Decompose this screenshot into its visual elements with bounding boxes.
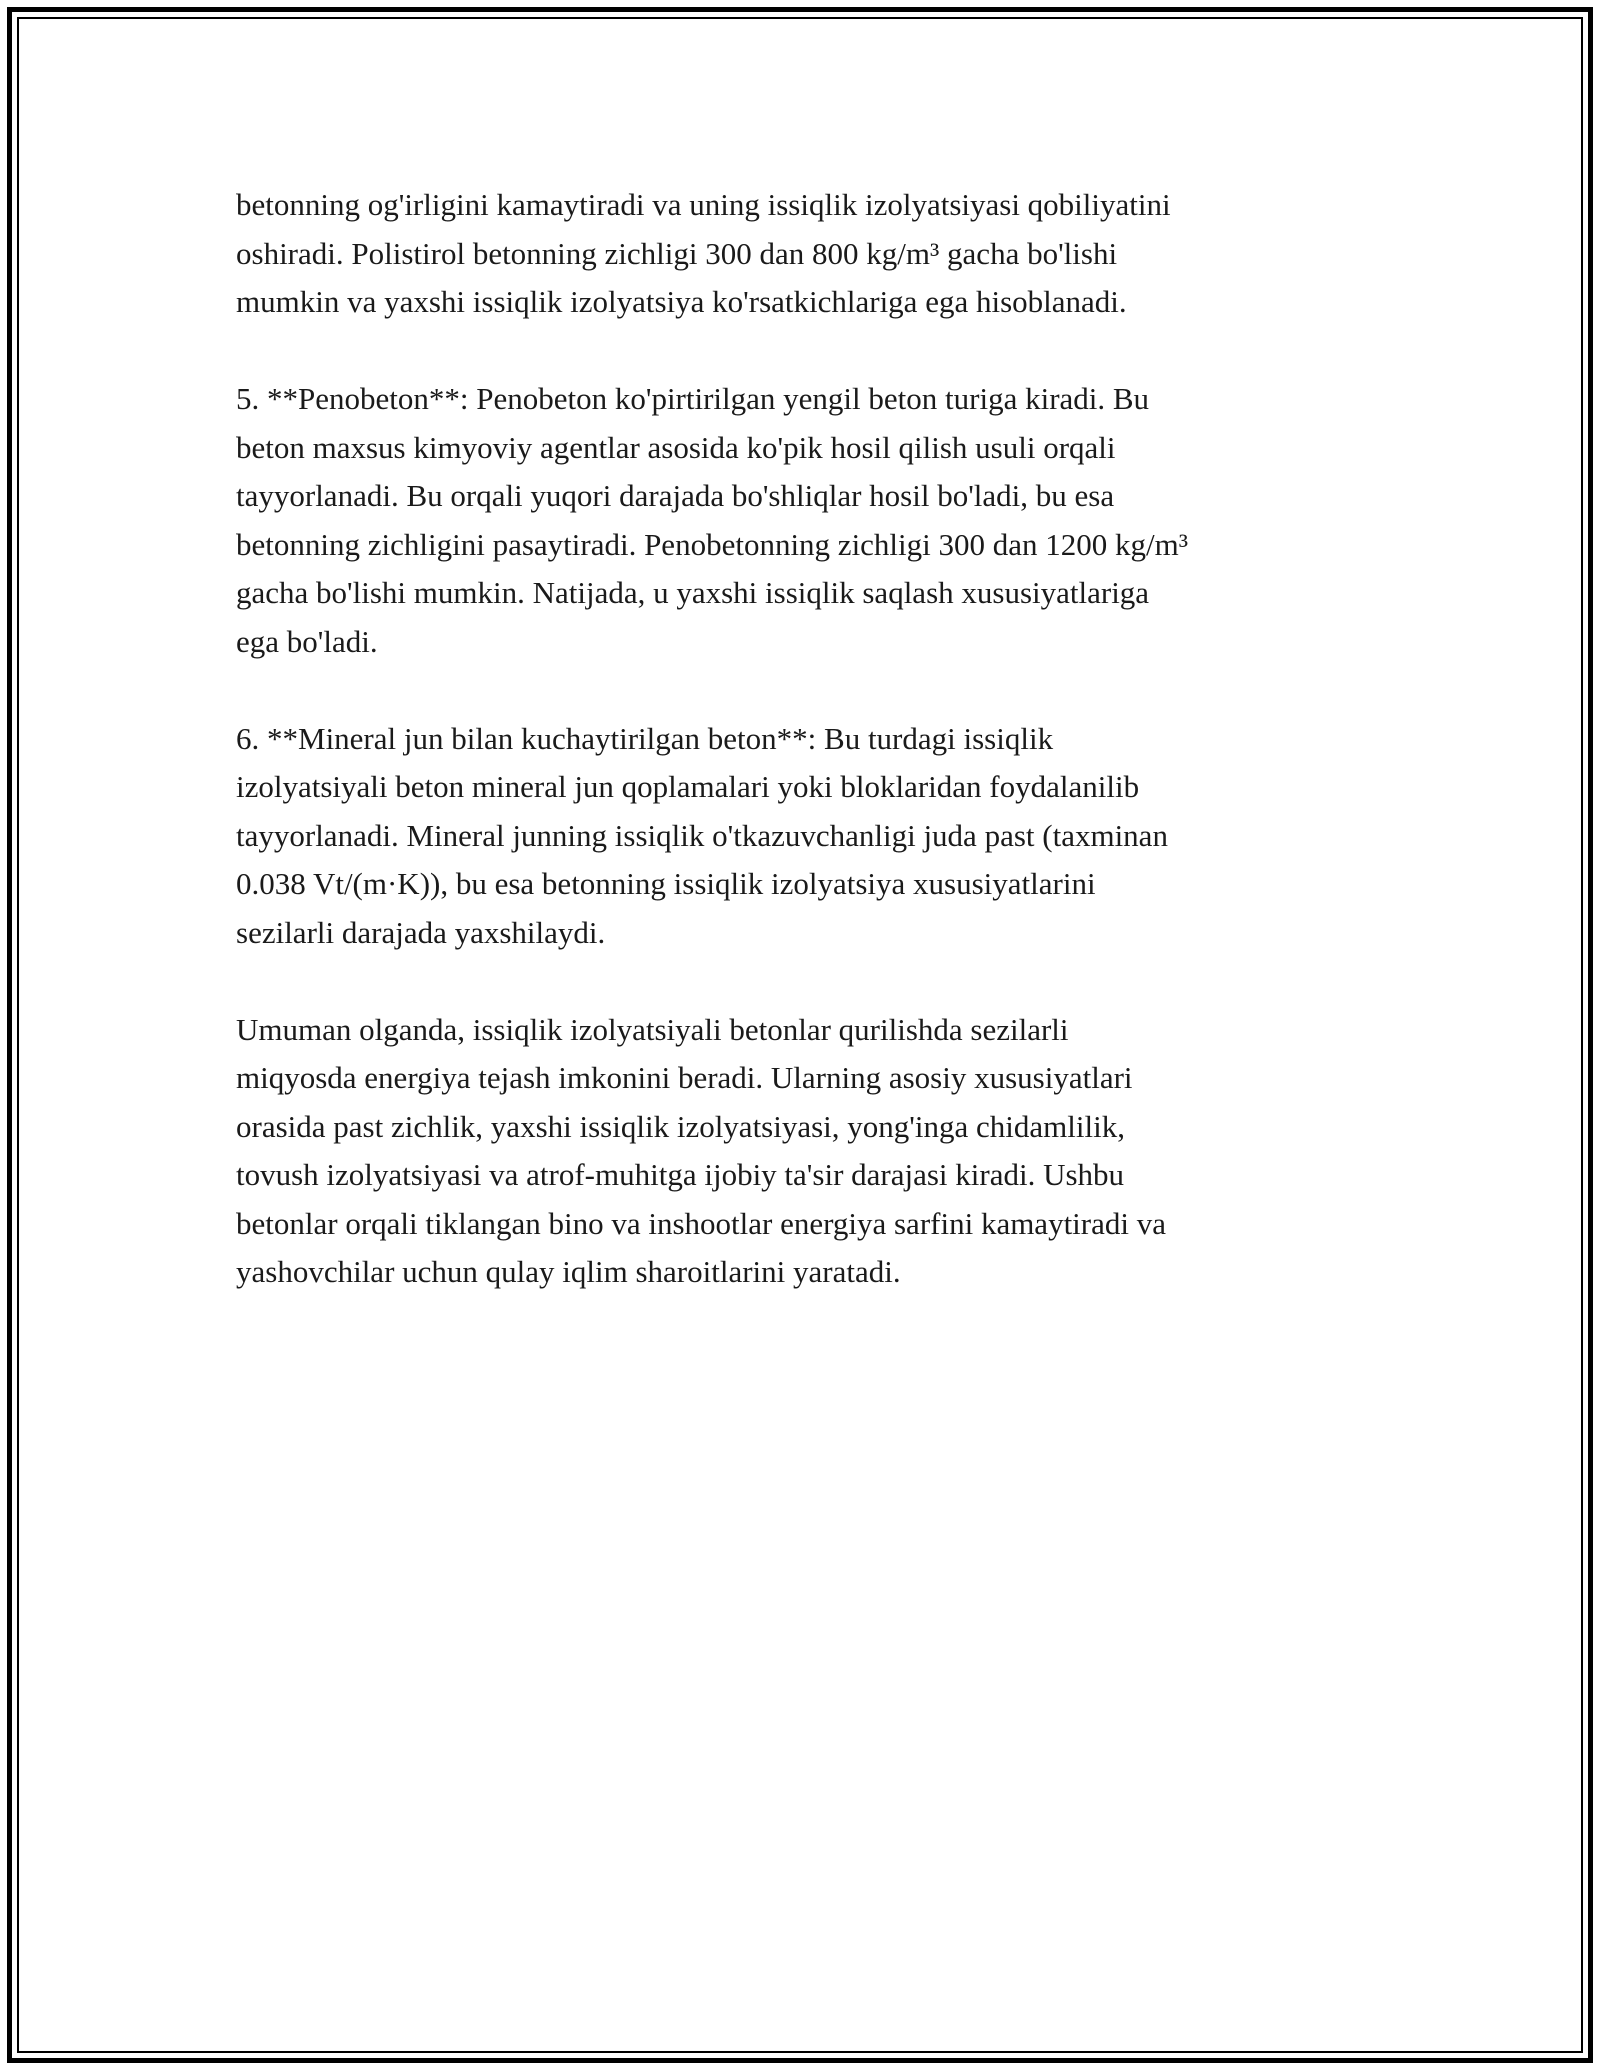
text-line: sezilarli darajada yaxshilaydi. <box>236 914 606 950</box>
text-line: orasida past zichlik, yaxshi issiqlik izolyatsiyasi, yong'inga chidamlilik, <box>236 1108 1125 1144</box>
text-line: betonning zichligini pasaytiradi. Penobetonning zichligi 300 dan 1200 kg/m³ <box>236 526 1189 562</box>
text-line: 6. **Mineral jun bilan kuchaytirilgan beton**: Bu turdagi issiqlik <box>236 720 1054 756</box>
text-line: tovush izolyatsiyasi va atrof-muhitga ijobiy ta'sir darajasi kiradi. Ushbu <box>236 1157 1125 1192</box>
paragraph-penobeton <box>236 375 1376 666</box>
text-line: ega bo'ladi. <box>236 623 378 659</box>
text-line: betonning og'irligini kamaytiradi va uning issiqlik izolyatsiyasi qobiliyatini <box>236 187 1171 222</box>
text-line: miqyosda energiya tejash imkonini beradi. Ularning asosiy xususiyatlari <box>236 1060 1133 1095</box>
paragraph-conclusion <box>236 1006 1376 1297</box>
paragraph-polystyrene-continued <box>236 181 1376 327</box>
document-body <box>236 181 1376 1345</box>
text-line: oshiradi. Polistirol betonning zichligi 300 dan 800 kg/m³ gacha bo'lishi <box>236 235 1118 271</box>
text-line: mumkin va yaxshi issiqlik izolyatsiya ko'rsatkichlariga ega hisoblanadi. <box>236 284 1127 319</box>
paragraph-mineral-wool-concrete <box>236 715 1376 958</box>
text-line: beton maxsus kimyoviy agentlar asosida ko'pik hosil qilish usuli orqali <box>236 429 1116 465</box>
text-line: Umuman olganda, issiqlik izolyatsiyali betonlar qurilishda sezilarli <box>236 1011 1069 1047</box>
text-line: 0.038 Vt/(m·K)), bu esa betonning issiqlik izolyatsiya xususiyatlarini <box>236 866 1096 901</box>
text-line: betonlar orqali tiklangan bino va inshootlar energiya sarfini kamaytiradi va <box>236 1205 1166 1241</box>
text-line: 5. **Penobeton**: Penobeton ko'pirtirilgan yengil beton turiga kiradi. Bu <box>236 381 1150 416</box>
text-line: yashovchilar uchun qulay iqlim sharoitlarini yaratadi. <box>236 1254 901 1289</box>
text-line: gacha bo'lishi mumkin. Natijada, u yaxshi issiqlik saqlash xususiyatlariga <box>236 575 1150 610</box>
text-line: tayyorlanadi. Bu orqali yuqori darajada bo'shliqlar hosil bo'ladi, bu esa <box>236 478 1115 513</box>
text-line: tayyorlanadi. Mineral junning issiqlik o'tkazuvchanligi juda past (taxminan <box>236 817 1168 853</box>
text-line: izolyatsiyali beton mineral jun qoplamalari yoki bloklaridan foydalanilib <box>236 769 1140 804</box>
